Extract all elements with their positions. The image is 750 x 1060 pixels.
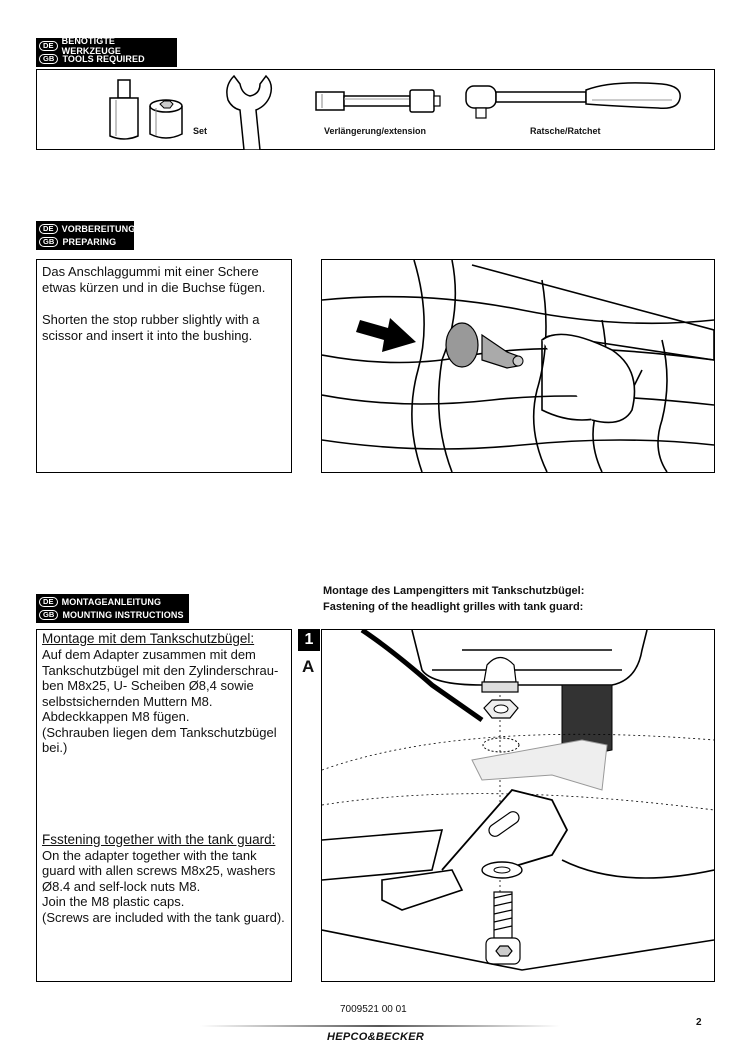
wrench-illustration xyxy=(220,72,280,150)
mounting-heading-de: Montage mit dem Tankschutzbügel: xyxy=(42,631,255,646)
ratchet-label: Ratsche/Ratchet xyxy=(530,126,601,136)
ratchet-illustration xyxy=(462,76,684,126)
extension-illustration xyxy=(312,84,442,118)
mounting-text-en: On the adapter together with the tank guard with allen screws M8x25, washers Ø8.4 and self-lock nuts M8. Join the M8 plastic caps. (Screws are included with the tank guard). xyxy=(42,847,285,925)
set-label: Set xyxy=(193,126,208,136)
lang-badge-de: DE xyxy=(39,224,58,234)
step-number-badge: 1 xyxy=(298,629,320,651)
preparing-text-box xyxy=(36,259,292,473)
lang-badge-gb: GB xyxy=(39,610,58,620)
lang-badge-de: DE xyxy=(39,41,58,51)
mounting-heading-en: Fsstening together with the tank guard: xyxy=(42,831,276,847)
page-number: 2 xyxy=(696,1017,702,1028)
tools-label-gb: GB TOOLS REQUIRED xyxy=(36,52,177,65)
mounting-section-label xyxy=(36,594,189,623)
mounting-label-de: DE MONTAGEANLEITUNG xyxy=(36,595,189,608)
mounting-label-gb: GB MOUNTING INSTRUCTIONS xyxy=(36,608,189,621)
preparing-label-gb: GB PREPARING xyxy=(36,235,134,248)
tools-label-de: DE BENÖTIGTE WERKZEUGE xyxy=(36,39,177,52)
preparing-label-de: DE VORBEREITUNG xyxy=(36,222,134,235)
mounting-text-box xyxy=(36,629,292,982)
bushing-illustration xyxy=(322,260,714,472)
preparing-text-en: Shorten the stop rubber slightly with a scissor and insert it into the bushing. xyxy=(42,312,260,343)
figure-caption-en: Fastening of the headlight grilles with tank guard: xyxy=(323,601,584,613)
mounting-exploded-illustration xyxy=(322,630,714,981)
mounting-text-de: Auf dem Adapter zusammen mit dem Tankschutzbügel mit den Zylinderschrau- ben M8x25, U- Scheiben Ø8,4 sowie selbstsichernden Muttern M8. Abdeckkappen M8 fügen. (Schrauben liegen dem Tankschutzbügel bei.) xyxy=(42,647,279,755)
document-code: 7009521 00 01 xyxy=(340,1004,407,1015)
lang-badge-de: DE xyxy=(39,597,58,607)
lang-badge-gb: GB xyxy=(39,237,58,247)
socket-set-illustration xyxy=(100,74,190,146)
lang-badge-gb: GB xyxy=(39,54,58,64)
tools-section-label xyxy=(36,35,177,67)
preparing-text-de: Das Anschlaggummi mit einer Schere etwas kürzen und in die Buchse fügen. xyxy=(42,264,266,295)
figure-caption-de: Montage des Lampengitters mit Tankschutzbügel: xyxy=(323,585,585,597)
brand-logo: HEPCO&BECKER xyxy=(327,1031,425,1043)
step-letter: A xyxy=(302,657,315,676)
footer-rule xyxy=(200,1024,560,1028)
extension-label: Verlängerung/extension xyxy=(324,126,427,136)
preparing-section-label xyxy=(36,221,134,250)
